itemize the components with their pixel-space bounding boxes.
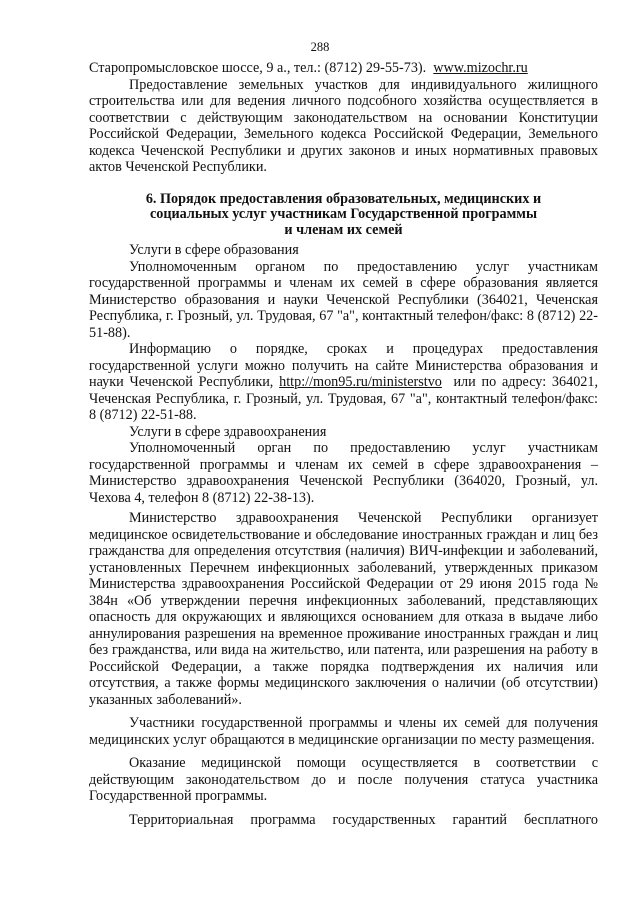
section-heading-line-2: социальных услуг участникам Государственной программы [149,206,538,222]
mizochr-link[interactable]: www.mizochr.ru [433,60,528,76]
page-number: 288 [310,40,330,54]
health-paragraph-1: Уполномоченный орган по предоставлению услуг участникам государственной программы и членам их семей в сфере здравоохранения – Министерство здравоохранения Чеченской Республики (364020, Грозный, ул. Чехова 4, телефон 8 (8712) 22-38-13). [89,440,598,506]
section-heading-line-1: 6. Порядок предоставления образовательных, медицинских и [145,190,542,207]
health-paragraph-2: Министерство здравоохранения Чеченской Республики организует медицинское освидетельствование и обследование иностранных граждан и лиц без гражданства для определения отсутствия (наличия) ВИЧ-инфекции и заболеваний, установленных Перечнем инфекционных заболеваний, утвержденных приказом Министерства здравоохранения Российской Федерации от 29 июня 2015 года № 384н «Об утверждении перечня инфекционных заболеваний, представляющих опасность для окружающих и являющихся основанием для отказа в выдаче либо аннулирования разрешения на временное проживание иностранных граждан и лиц без гражданства, или вида на жительство, или патента, или разрешения на работу в Российской Федерации, а также порядка подтверждения их наличия или отсутствия, а также формы медицинского заключения о наличии (об отсутствии) указанных заболеваний». [89,510,598,708]
mon95-link[interactable]: http://mon95.ru/ministerstvo [279,374,442,390]
land-paragraph: Предоставление земельных участков для индивидуального жилищного строительства или для ведения личного подсобного хозяйства осуществляется в соответствии с действующим законодательством на основании Конституции Российской Федерации, Земельного кодекса Российской Федерации, Земельного кодекса Чеченской Республики и других законов и иных нормативных правовых актов Чеченской Республики. [89,76,598,175]
health-paragraph-4: Оказание медицинской помощи осуществляется в соответствии с действующим законодательством до и после получения статуса участника Государственной программы. [89,755,598,804]
document-body [89,60,598,828]
education-label: Услуги в сфере образования [129,242,299,258]
address-line: Старопромысловское шоссе, 9 а., тел.: (8712) 29-55-73). www.mizochr.ru [89,60,528,76]
education-paragraph-2: Информацию о порядке, сроках и процедурах предоставления государственной услуги можно получить на сайте Министерства образования и науки Чеченской Республики, http://mon95.ru/ministerstvo или по адресу: 364021, Чеченская Республика, г. Грозный, ул. Трудовая, 67 "а", контактный телефон/факс: 8 (8712) 22-51-88. [89,341,599,423]
education-paragraph-1: Уполномоченным органом по предоставлению услуг участникам государственной программы и членам их семей в сфере образования является Министерство образования и науки Чеченской Республики (364021, Чеченская Республика, г. Грозный, ул. Трудовая, 67 "а", контактный телефон/факс: 8 (8712) 22-51-88). [89,258,598,341]
health-paragraph-3: Участники государственной программы и члены их семей для получения медицинских услуг обращаются в медицинские организации по месту размещения. [89,715,598,748]
section-heading [89,192,598,239]
health-paragraph-5: Территориальная программа государственных гарантий бесплатного [129,811,598,828]
health-label: Услуги в сфере здравоохранения [129,423,327,440]
section-heading-line-3: и членам их семей [284,221,403,238]
